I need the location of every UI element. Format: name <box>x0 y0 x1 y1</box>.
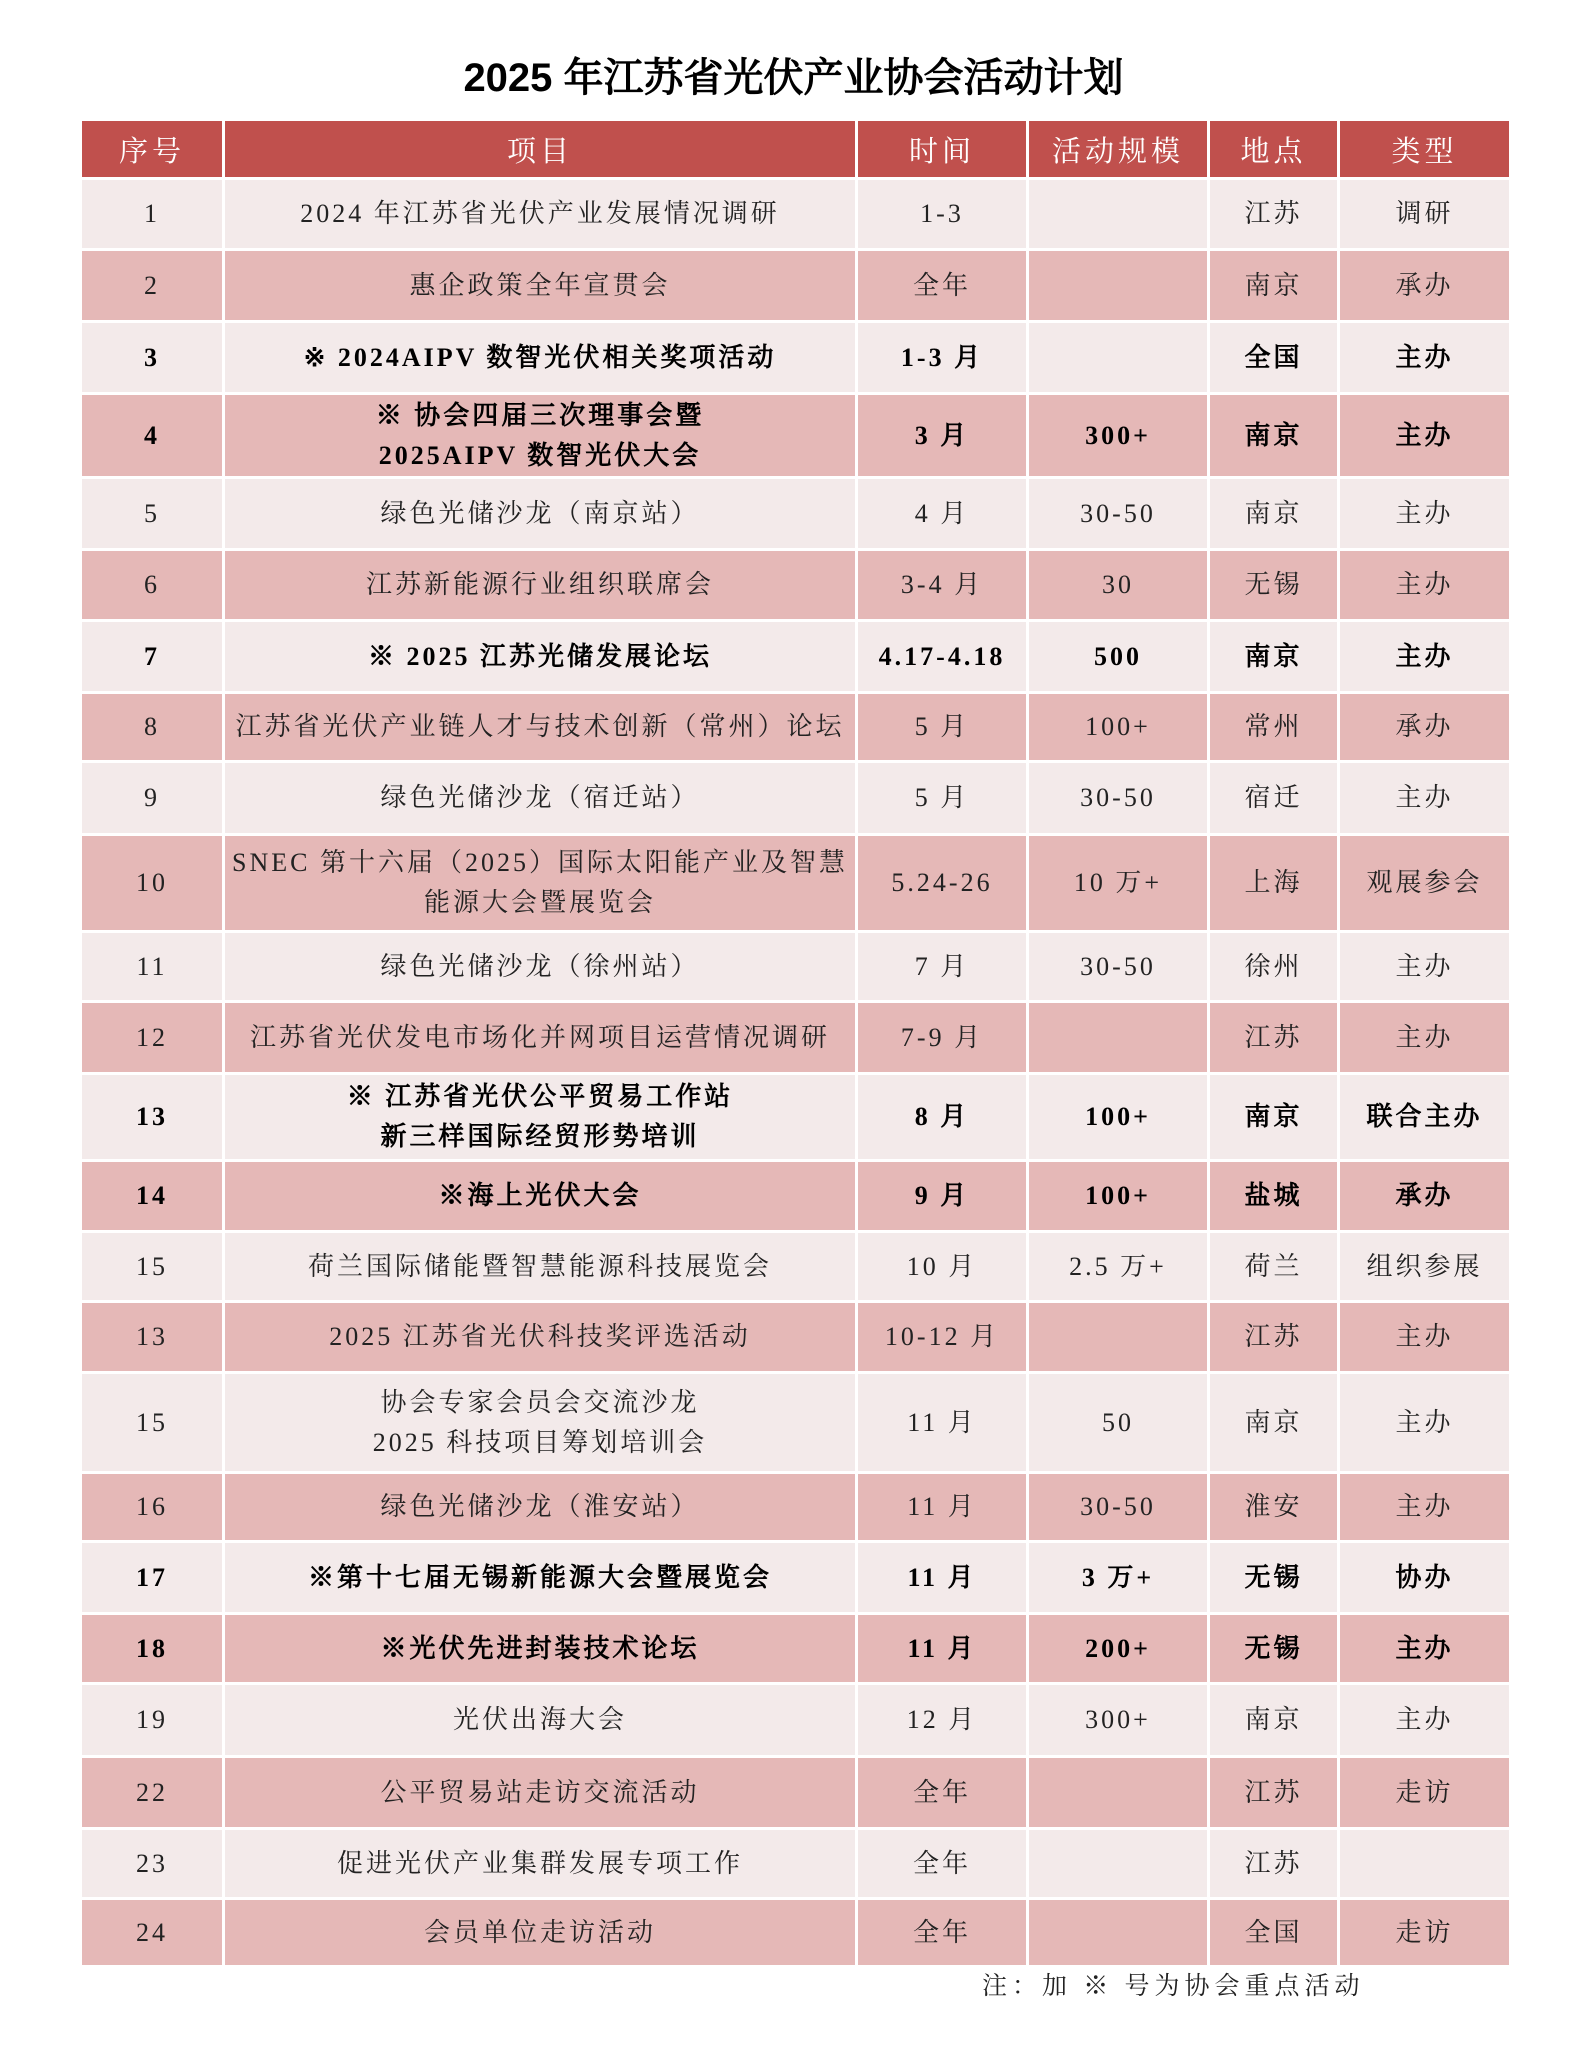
cell-scale: 30 <box>1028 550 1209 621</box>
table-row <box>81 1232 1511 1302</box>
cell-type: 主办 <box>1339 394 1511 478</box>
table-row <box>81 1684 1511 1757</box>
cell-type: 协办 <box>1339 1542 1511 1614</box>
cell-no: 15 <box>81 1232 224 1302</box>
cell-item <box>224 550 857 621</box>
cell-time: 全年 <box>857 1829 1028 1899</box>
cell-type: 承办 <box>1339 693 1511 762</box>
table-header-row <box>81 120 1511 179</box>
cell-no: 19 <box>81 1684 224 1757</box>
column-header-type: 类型 <box>1339 120 1511 179</box>
cell-no: 15 <box>81 1373 224 1473</box>
cell-no: 10 <box>81 835 224 932</box>
cell-item-line: ※ 协会四届三次理事会暨 <box>375 400 705 430</box>
cell-type: 调研 <box>1339 179 1511 250</box>
table-row <box>81 1302 1511 1373</box>
table-row <box>81 1074 1511 1161</box>
table-row <box>81 250 1511 322</box>
cell-place: 南京 <box>1209 250 1339 322</box>
cell-item <box>224 1542 857 1614</box>
cell-no: 5 <box>81 478 224 550</box>
cell-scale <box>1028 322 1209 394</box>
cell-item-line: 促进光伏产业集群发展专项工作 <box>336 1848 743 1878</box>
table-row <box>81 932 1511 1002</box>
cell-time: 全年 <box>857 1899 1028 1967</box>
cell-place: 无锡 <box>1209 1542 1339 1614</box>
cell-type: 主办 <box>1339 932 1511 1002</box>
cell-scale <box>1028 1899 1209 1967</box>
cell-scale: 300+ <box>1028 394 1209 478</box>
cell-item-line: 2024 年江苏省光伏产业发展情况调研 <box>300 199 780 228</box>
cell-item <box>224 1614 857 1684</box>
cell-item-line: 会员单位走访活动 <box>423 1917 656 1947</box>
cell-place: 江苏 <box>1209 1002 1339 1074</box>
cell-scale: 10 万+ <box>1028 835 1209 932</box>
cell-place: 南京 <box>1209 1684 1339 1757</box>
cell-place: 江苏 <box>1209 1829 1339 1899</box>
cell-time: 3 月 <box>857 394 1028 478</box>
cell-item-line: 绿色光储沙龙（徐州站） <box>380 951 700 981</box>
cell-place: 江苏 <box>1209 1757 1339 1829</box>
table-body <box>81 179 1511 1967</box>
cell-place: 南京 <box>1209 394 1339 478</box>
cell-item <box>224 1829 857 1899</box>
cell-item <box>224 1684 857 1757</box>
cell-item <box>224 1074 857 1161</box>
table-row <box>81 693 1511 762</box>
cell-scale <box>1028 1829 1209 1899</box>
table-row <box>81 1373 1511 1473</box>
cell-time: 11 月 <box>857 1542 1028 1614</box>
cell-item-line: 绿色光储沙龙（淮安站） <box>380 1492 700 1521</box>
cell-item <box>224 1302 857 1373</box>
cell-scale: 100+ <box>1028 693 1209 762</box>
cell-item-line: 2025 江苏省光伏科技奖评选活动 <box>329 1322 751 1351</box>
cell-type: 主办 <box>1339 478 1511 550</box>
cell-item-line: 2025 科技项目筹划培训会 <box>372 1427 708 1457</box>
cell-type: 观展参会 <box>1339 835 1511 932</box>
cell-item <box>224 835 857 932</box>
cell-type: 主办 <box>1339 550 1511 621</box>
table-row <box>81 1757 1511 1829</box>
cell-item-line: 江苏新能源行业组织联席会 <box>365 570 714 599</box>
cell-item <box>224 621 857 693</box>
cell-scale: 30-50 <box>1028 932 1209 1002</box>
cell-no: 7 <box>81 621 224 693</box>
cell-item <box>224 1757 857 1829</box>
column-header-item: 项目 <box>224 120 857 179</box>
cell-item <box>224 1161 857 1232</box>
cell-time: 7-9 月 <box>857 1002 1028 1074</box>
cell-no: 4 <box>81 394 224 478</box>
cell-item <box>224 932 857 1002</box>
table-row <box>81 1161 1511 1232</box>
table-row <box>81 1002 1511 1074</box>
cell-place: 南京 <box>1209 1074 1339 1161</box>
cell-scale <box>1028 250 1209 322</box>
cell-item-line: 荷兰国际储能暨智慧能源科技展览会 <box>307 1251 772 1281</box>
table-row <box>81 1614 1511 1684</box>
cell-type: 走访 <box>1339 1757 1511 1829</box>
cell-no: 3 <box>81 322 224 394</box>
cell-type: 主办 <box>1339 1002 1511 1074</box>
cell-type: 主办 <box>1339 1473 1511 1542</box>
cell-type: 组织参展 <box>1339 1232 1511 1302</box>
cell-scale: 100+ <box>1028 1161 1209 1232</box>
table-row <box>81 1829 1511 1899</box>
cell-item <box>224 1002 857 1074</box>
cell-item-line: ※ 2025 江苏光储发展论坛 <box>367 641 712 671</box>
cell-place: 全国 <box>1209 1899 1339 1967</box>
table-row <box>81 1473 1511 1542</box>
cell-place: 宿迁 <box>1209 762 1339 835</box>
table-row <box>81 179 1511 250</box>
cell-scale: 30-50 <box>1028 1473 1209 1542</box>
cell-place: 荷兰 <box>1209 1232 1339 1302</box>
column-header-place: 地点 <box>1209 120 1339 179</box>
cell-item <box>224 478 857 550</box>
cell-item <box>224 693 857 762</box>
table-row <box>81 762 1511 835</box>
cell-item <box>224 1473 857 1542</box>
cell-no: 22 <box>81 1757 224 1829</box>
cell-place: 上海 <box>1209 835 1339 932</box>
cell-scale <box>1028 1302 1209 1373</box>
table-row <box>81 1899 1511 1967</box>
cell-item <box>224 762 857 835</box>
cell-time: 10 月 <box>857 1232 1028 1302</box>
cell-scale: 2.5 万+ <box>1028 1232 1209 1302</box>
table-row <box>81 621 1511 693</box>
cell-type: 主办 <box>1339 1684 1511 1757</box>
cell-type: 主办 <box>1339 1373 1511 1473</box>
cell-scale: 50 <box>1028 1373 1209 1473</box>
cell-no: 24 <box>81 1899 224 1967</box>
cell-scale: 3 万+ <box>1028 1542 1209 1614</box>
cell-type: 承办 <box>1339 1161 1511 1232</box>
cell-item-line: 2025AIPV 数智光伏大会 <box>378 440 702 470</box>
cell-item-line: ※海上光伏大会 <box>438 1181 642 1210</box>
cell-time: 5 月 <box>857 693 1028 762</box>
cell-item-line: 新三样国际经贸形势培训 <box>380 1122 700 1151</box>
cell-place: 全国 <box>1209 322 1339 394</box>
cell-place: 无锡 <box>1209 550 1339 621</box>
cell-time: 5 月 <box>857 762 1028 835</box>
cell-time: 11 月 <box>857 1614 1028 1684</box>
cell-place: 南京 <box>1209 478 1339 550</box>
cell-place: 徐州 <box>1209 932 1339 1002</box>
cell-scale <box>1028 1757 1209 1829</box>
cell-time: 8 月 <box>857 1074 1028 1161</box>
cell-time: 7 月 <box>857 932 1028 1002</box>
cell-time: 11 月 <box>857 1373 1028 1473</box>
cell-place: 常州 <box>1209 693 1339 762</box>
cell-type: 主办 <box>1339 322 1511 394</box>
cell-type: 主办 <box>1339 1614 1511 1684</box>
cell-no: 9 <box>81 762 224 835</box>
cell-type: 主办 <box>1339 621 1511 693</box>
cell-scale: 500 <box>1028 621 1209 693</box>
cell-time: 3-4 月 <box>857 550 1028 621</box>
cell-place: 无锡 <box>1209 1614 1339 1684</box>
cell-type: 承办 <box>1339 250 1511 322</box>
cell-time: 4 月 <box>857 478 1028 550</box>
cell-no: 13 <box>81 1074 224 1161</box>
cell-time: 1-3 <box>857 179 1028 250</box>
column-header-time: 时间 <box>857 120 1028 179</box>
cell-no: 18 <box>81 1614 224 1684</box>
footnote: 注：加 ※ 号为协会重点活动 <box>982 1973 1365 2000</box>
table-row <box>81 322 1511 394</box>
cell-item-line: 惠企政策全年宣贯会 <box>409 270 671 300</box>
table-row <box>81 394 1511 478</box>
cell-place: 南京 <box>1209 1373 1339 1473</box>
cell-place: 江苏 <box>1209 1302 1339 1373</box>
cell-item-line: ※第十七届无锡新能源大会暨展览会 <box>307 1562 772 1592</box>
cell-item-line: 绿色光储沙龙（南京站） <box>380 498 700 528</box>
cell-no: 8 <box>81 693 224 762</box>
cell-item <box>224 1373 857 1473</box>
column-header-no: 序号 <box>81 120 224 179</box>
cell-item-line: SNEC 第十六届（2025）国际太阳能产业及智慧 <box>232 848 848 877</box>
cell-time: 全年 <box>857 1757 1028 1829</box>
cell-scale <box>1028 179 1209 250</box>
cell-item <box>224 1899 857 1967</box>
cell-time: 9 月 <box>857 1161 1028 1232</box>
cell-item <box>224 179 857 250</box>
cell-no: 6 <box>81 550 224 621</box>
cell-item-line: 光伏出海大会 <box>452 1705 627 1734</box>
column-header-scale: 活动规模 <box>1028 120 1209 179</box>
cell-time: 1-3 月 <box>857 322 1028 394</box>
cell-item-line: ※光伏先进封装技术论坛 <box>380 1633 700 1663</box>
table-row <box>81 1542 1511 1614</box>
table-row <box>81 550 1511 621</box>
cell-no: 16 <box>81 1473 224 1542</box>
cell-no: 14 <box>81 1161 224 1232</box>
cell-place: 盐城 <box>1209 1161 1339 1232</box>
cell-item-line: 绿色光储沙龙（宿迁站） <box>380 783 700 812</box>
cell-no: 23 <box>81 1829 224 1899</box>
cell-scale: 100+ <box>1028 1074 1209 1161</box>
cell-item-line: 公平贸易站走访交流活动 <box>380 1777 700 1807</box>
cell-item <box>224 250 857 322</box>
cell-item-line: 协会专家会员会交流沙龙 <box>380 1387 700 1417</box>
table-row <box>81 478 1511 550</box>
cell-place: 南京 <box>1209 621 1339 693</box>
cell-item <box>224 1232 857 1302</box>
cell-no: 2 <box>81 250 224 322</box>
cell-scale <box>1028 1002 1209 1074</box>
cell-no: 1 <box>81 179 224 250</box>
cell-item <box>224 394 857 478</box>
cell-no: 11 <box>81 932 224 1002</box>
cell-no: 12 <box>81 1002 224 1074</box>
cell-no: 13 <box>81 1302 224 1373</box>
table-row <box>81 835 1511 932</box>
cell-item-line: 江苏省光伏产业链人才与技术创新（常州）论坛 <box>235 712 845 741</box>
page-title: 2025 年江苏省光伏产业协会活动计划 <box>463 56 1124 100</box>
cell-scale: 300+ <box>1028 1684 1209 1757</box>
cell-type: 主办 <box>1339 1302 1511 1373</box>
cell-item-line: 能源大会暨展览会 <box>423 888 656 917</box>
cell-scale: 30-50 <box>1028 762 1209 835</box>
cell-time: 12 月 <box>857 1684 1028 1757</box>
cell-type: 走访 <box>1339 1899 1511 1967</box>
cell-item-line: 江苏省光伏发电市场化并网项目运营情况调研 <box>249 1022 830 1052</box>
cell-time: 11 月 <box>857 1473 1028 1542</box>
cell-scale: 30-50 <box>1028 478 1209 550</box>
cell-time: 10-12 月 <box>857 1302 1028 1373</box>
cell-item <box>224 322 857 394</box>
cell-place: 淮安 <box>1209 1473 1339 1542</box>
activity-plan-table <box>79 118 1512 1968</box>
cell-type <box>1339 1829 1511 1899</box>
cell-type: 联合主办 <box>1339 1074 1511 1161</box>
cell-item-line: ※ 2024AIPV 数智光伏相关奖项活动 <box>303 342 777 372</box>
cell-type: 主办 <box>1339 762 1511 835</box>
cell-no: 17 <box>81 1542 224 1614</box>
cell-time: 5.24-26 <box>857 835 1028 932</box>
cell-item-line: ※ 江苏省光伏公平贸易工作站 <box>346 1082 734 1111</box>
cell-time: 全年 <box>857 250 1028 322</box>
cell-scale: 200+ <box>1028 1614 1209 1684</box>
cell-place: 江苏 <box>1209 179 1339 250</box>
cell-time: 4.17-4.18 <box>857 621 1028 693</box>
